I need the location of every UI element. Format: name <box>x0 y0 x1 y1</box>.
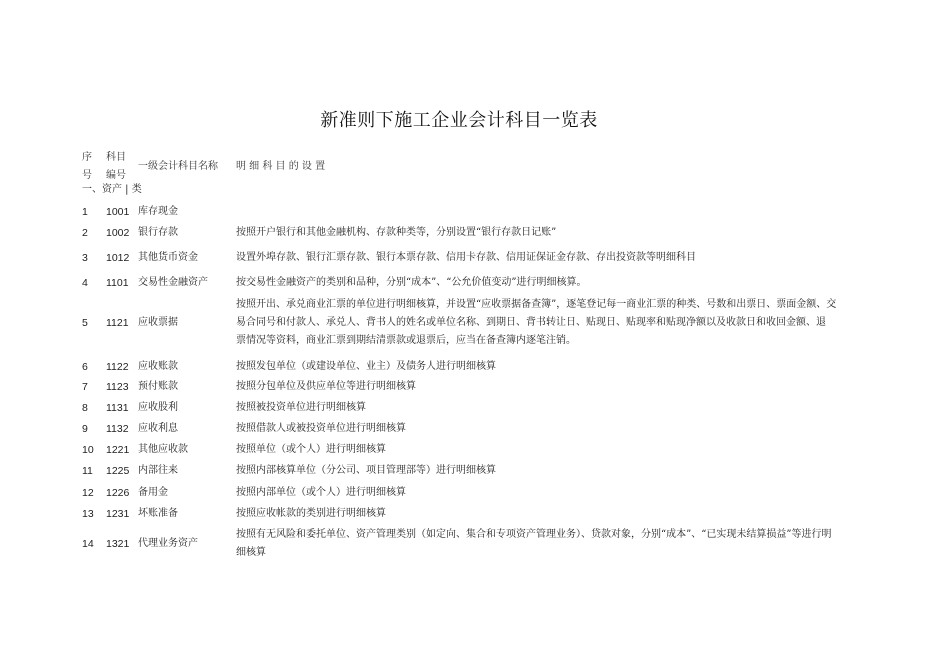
row-account-name: 应收账款 <box>138 361 178 372</box>
row-detail-line: 细核算 <box>236 547 266 558</box>
header-code-bottom: 编号 <box>106 170 126 181</box>
row-account-name: 应收票据 <box>138 317 178 328</box>
row-seq: 2 <box>82 227 88 239</box>
row-code: 1001 <box>106 206 130 218</box>
page-title: 新准则下施工企业会计科目一览表 <box>320 110 598 131</box>
row-detail-line: 易合同号和付款人、承兑人、背书人的姓名或单位名称、到期日、背书转让日、贴现日、贴现率和贴现净额以及收款日和收回金额、退 <box>236 317 826 328</box>
row-detail: 按照应收帐款的类别进行明细核算 <box>236 508 386 519</box>
row-seq: 9 <box>82 423 88 435</box>
row-seq: 1 <box>82 206 88 218</box>
row-seq: 10 <box>82 444 94 456</box>
row-account-name: 备用金 <box>138 487 168 498</box>
row-code: 1123 <box>106 381 129 393</box>
row-seq: 13 <box>82 508 94 520</box>
row-seq: 8 <box>82 402 88 414</box>
row-detail: 设置外埠存款、银行汇票存款、银行本票存款、信用卡存款、信用证保证金存款、存出投资款等明细科目 <box>236 252 696 263</box>
row-code: 1225 <box>106 465 130 477</box>
header-detail: 明 细 科 目 的 设 置 <box>236 161 326 172</box>
header-code-top: 科目 <box>106 152 126 163</box>
row-account-name: 银行存款 <box>138 227 178 238</box>
header-seq-top: 序 <box>82 152 92 163</box>
row-seq: 6 <box>82 361 88 373</box>
row-account-name: 库存现金 <box>138 206 178 217</box>
row-code: 1121 <box>106 317 129 329</box>
row-code: 1122 <box>106 361 129 373</box>
row-account-name: 其他货币资金 <box>138 252 198 263</box>
row-account-name: 其他应收款 <box>138 444 188 455</box>
row-detail <box>236 526 846 562</box>
header-seq-bottom: 号 <box>82 170 92 181</box>
row-seq: 12 <box>82 487 94 499</box>
header-account-name: 一级会计科目名称 <box>138 161 218 172</box>
row-code: 1221 <box>106 444 130 456</box>
row-detail-line: 按照有无风险和委托单位、资产管理类别（如定向、集合和专项资产管理业务）、贷款对象，分别“成本”、“已实现未结算损益”等进行明 <box>236 529 832 540</box>
row-account-name: 应收股利 <box>138 402 178 413</box>
row-detail: 按照被投资单位进行明细核算 <box>236 402 366 413</box>
row-seq: 3 <box>82 252 88 264</box>
row-account-name: 应收利息 <box>138 423 178 434</box>
row-detail: 按交易性金融资产的类别和品种，分别“成本”、“公允价值变动”进行明细核算。 <box>236 277 587 288</box>
row-detail: 按照开户银行和其他金融机构、存款种类等，分别设置“银行存款日记账” <box>236 227 557 238</box>
row-code: 1226 <box>106 487 130 499</box>
row-account-name: 预付账款 <box>138 381 178 392</box>
row-detail: 按照发包单位（或建设单位、业主）及债务人进行明细核算 <box>236 361 496 372</box>
row-seq: 7 <box>82 381 88 393</box>
row-detail: 按照内部单位（或个人）进行明细核算 <box>236 487 406 498</box>
row-account-name: 交易性金融资产 <box>138 277 208 288</box>
row-account-name: 代理业务资产 <box>138 538 198 549</box>
row-detail: 按照单位（或个人）进行明细核算 <box>236 444 386 455</box>
row-seq: 14 <box>82 538 94 550</box>
row-seq: 11 <box>82 465 93 477</box>
row-detail <box>236 296 846 350</box>
row-account-name: 坏账准备 <box>138 508 178 519</box>
row-seq: 4 <box>82 277 88 289</box>
row-code: 1131 <box>106 402 129 414</box>
row-seq: 5 <box>82 317 88 329</box>
row-detail: 按照分包单位及供应单位等进行明细核算 <box>236 381 416 392</box>
row-detail: 按照借款人或被投资单位进行明细核算 <box>236 423 406 434</box>
row-code: 1101 <box>106 277 129 289</box>
row-code: 1321 <box>106 538 130 550</box>
row-code: 1012 <box>106 252 130 264</box>
row-code: 1231 <box>106 508 130 520</box>
row-detail-line: 票情况等资料，商业汇票到期结清票款或退票后，应当在备查簿内逐笔注销。 <box>236 335 576 346</box>
row-account-name: 内部往来 <box>138 465 178 476</box>
row-code: 1132 <box>106 423 129 435</box>
row-code: 1002 <box>106 227 130 239</box>
section-heading: 一、资产 | 类 <box>82 184 142 195</box>
row-detail: 按照内部核算单位（分公司、项目管理部等）进行明细核算 <box>236 465 496 476</box>
row-detail-line: 按照开出、承兑商业汇票的单位进行明细核算，并设置“应收票据备查簿”，逐笔登记每一商业汇票的种类、号数和出票日、票面金额、交 <box>236 299 837 310</box>
